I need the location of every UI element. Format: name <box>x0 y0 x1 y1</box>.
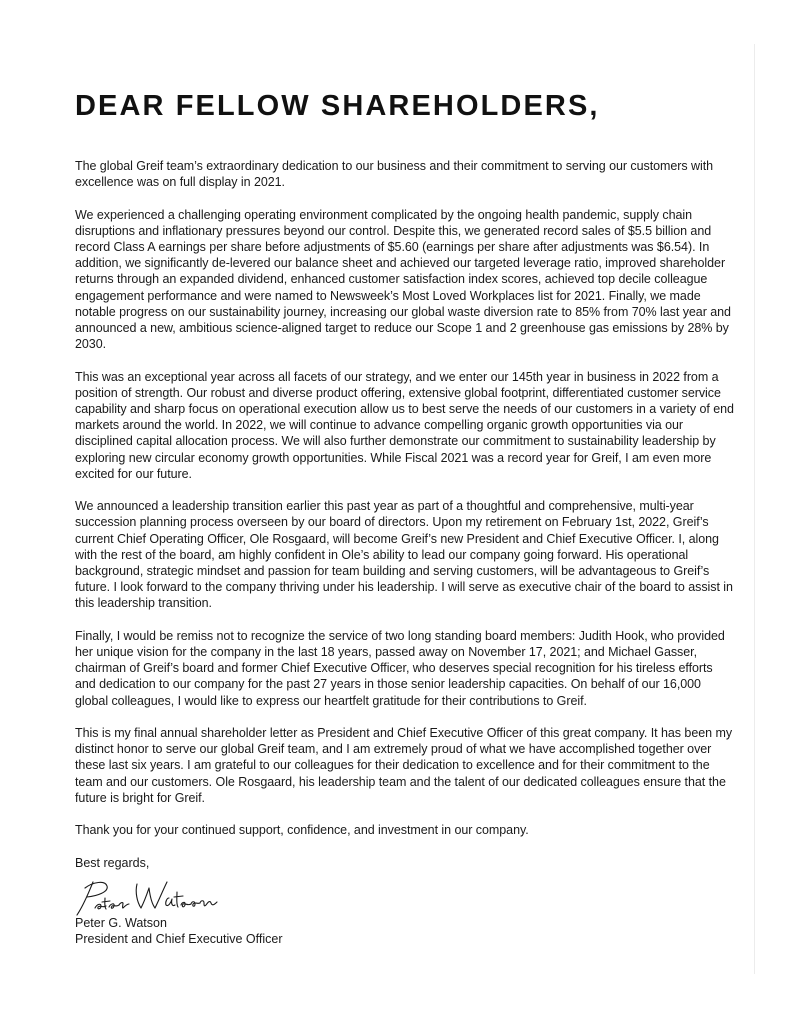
signer-block <box>75 915 735 947</box>
handwritten-signature <box>71 878 231 918</box>
page-edge-divider <box>754 44 755 974</box>
paragraph-board-recognition: Finally, I would be remiss not to recognize the service of two long standing board members: Judith Hook, who provided her unique vision for the company in the last 18 years, passed away on November 17, 2021; and Michael Gasser, chairman of Greif’s board and former Chief Executive Officer, who deserves special recognition for his tireless efforts and dedication to our company for the past 27 years in those senior leadership capacities. On behalf of our 16,000 global colleagues, I would like to express our heartfelt gratitude for their contributions to Greif. <box>75 628 725 708</box>
signer-name: Peter G. Watson <box>75 916 167 931</box>
letter-heading: DEAR FELLOW SHAREHOLDERS, <box>75 90 600 122</box>
signer-title: President and Chief Executive Officer <box>75 932 283 947</box>
paragraph-leadership-transition: We announced a leadership transition earlier this past year as part of a thoughtful and comprehensive, multi-year succession planning process overseen by our board of directors. Upon my retirement on February 1st, 2022, Greif’s current Chief Operating Officer, Ole Rosgaard, will become Greif’s new President and Chief Executive Officer. I, along with the rest of the board, am highly confident in Ole’s ability to lead our company going forward. His operational background, strategic mindset and passion for team building and serving customers, will be advantageous to Greif’s future. I look forward to the company thriving under his leadership. I will serve as executive chair of the board to assist in this leadership transition. <box>75 499 733 611</box>
shareholder-letter <box>75 87 735 947</box>
paragraph-intro: The global Greif team’s extraordinary dedication to our business and their commitment to serving our customers with excellence was on full display in 2021. <box>75 159 714 190</box>
closing-salutation: Best regards, <box>75 855 150 870</box>
paragraph-final-letter: This is my final annual shareholder letter as President and Chief Executive Officer of this great company. It has been my distinct honor to serve our global Greif team, and I am extremely proud of what we have accomplished together over these last six years. I am grateful to our colleagues for their dedication to excellence and for their commitment to the team and our customers. Ole Rosgaard, his leadership team and the talent of our dedicated colleagues ensure that the future is bright for Greif. <box>75 726 733 805</box>
paragraph-performance: We experienced a challenging operating environment complicated by the ongoing health pandemic, supply chain disruptions and inflationary pressures beyond our control. Despite this, we generated record sales of $5.5 billion and record Class A earnings per share before adjustments of $5.60 (earnings per share after adjustments was $6.54). In addition, we significantly de-levered our balance sheet and achieved our targeted leverage ratio, improved shareholder returns through an expanded dividend, enhanced customer satisfaction index scores, achieved top decile colleague engagement performance and were named to Newsweek’s Most Loved Workplaces list for 2021. Finally, we made notable progress on our sustainability journey, increasing our global waste diversion rate to 85% from 70% last year and announced a new, ambitious science-aligned target to reduce our Scope 1 and 2 greenhouse gas emissions by 28% by 2030. <box>75 207 731 352</box>
paragraph-thank-you: Thank you for your continued support, confidence, and investment in our company. <box>75 823 529 838</box>
paragraph-strategy: This was an exceptional year across all facets of our strategy, and we enter our 145th year in business in 2022 from a position of strength. Our robust and diverse product offering, extensive global footprint, differentiated customer service capability and sharp focus on operational execution allow us to best serve the needs of our customers in a variety of end markets around the world. In 2022, we will continue to advance compelling organic growth opportunities via our disciplined capital allocation process. We will also further demonstrate our commitment to sustainability leadership by exploring new circular economy growth opportunities. While Fiscal 2021 was a record year for Greif, I am even more excited for our future. <box>75 369 734 481</box>
